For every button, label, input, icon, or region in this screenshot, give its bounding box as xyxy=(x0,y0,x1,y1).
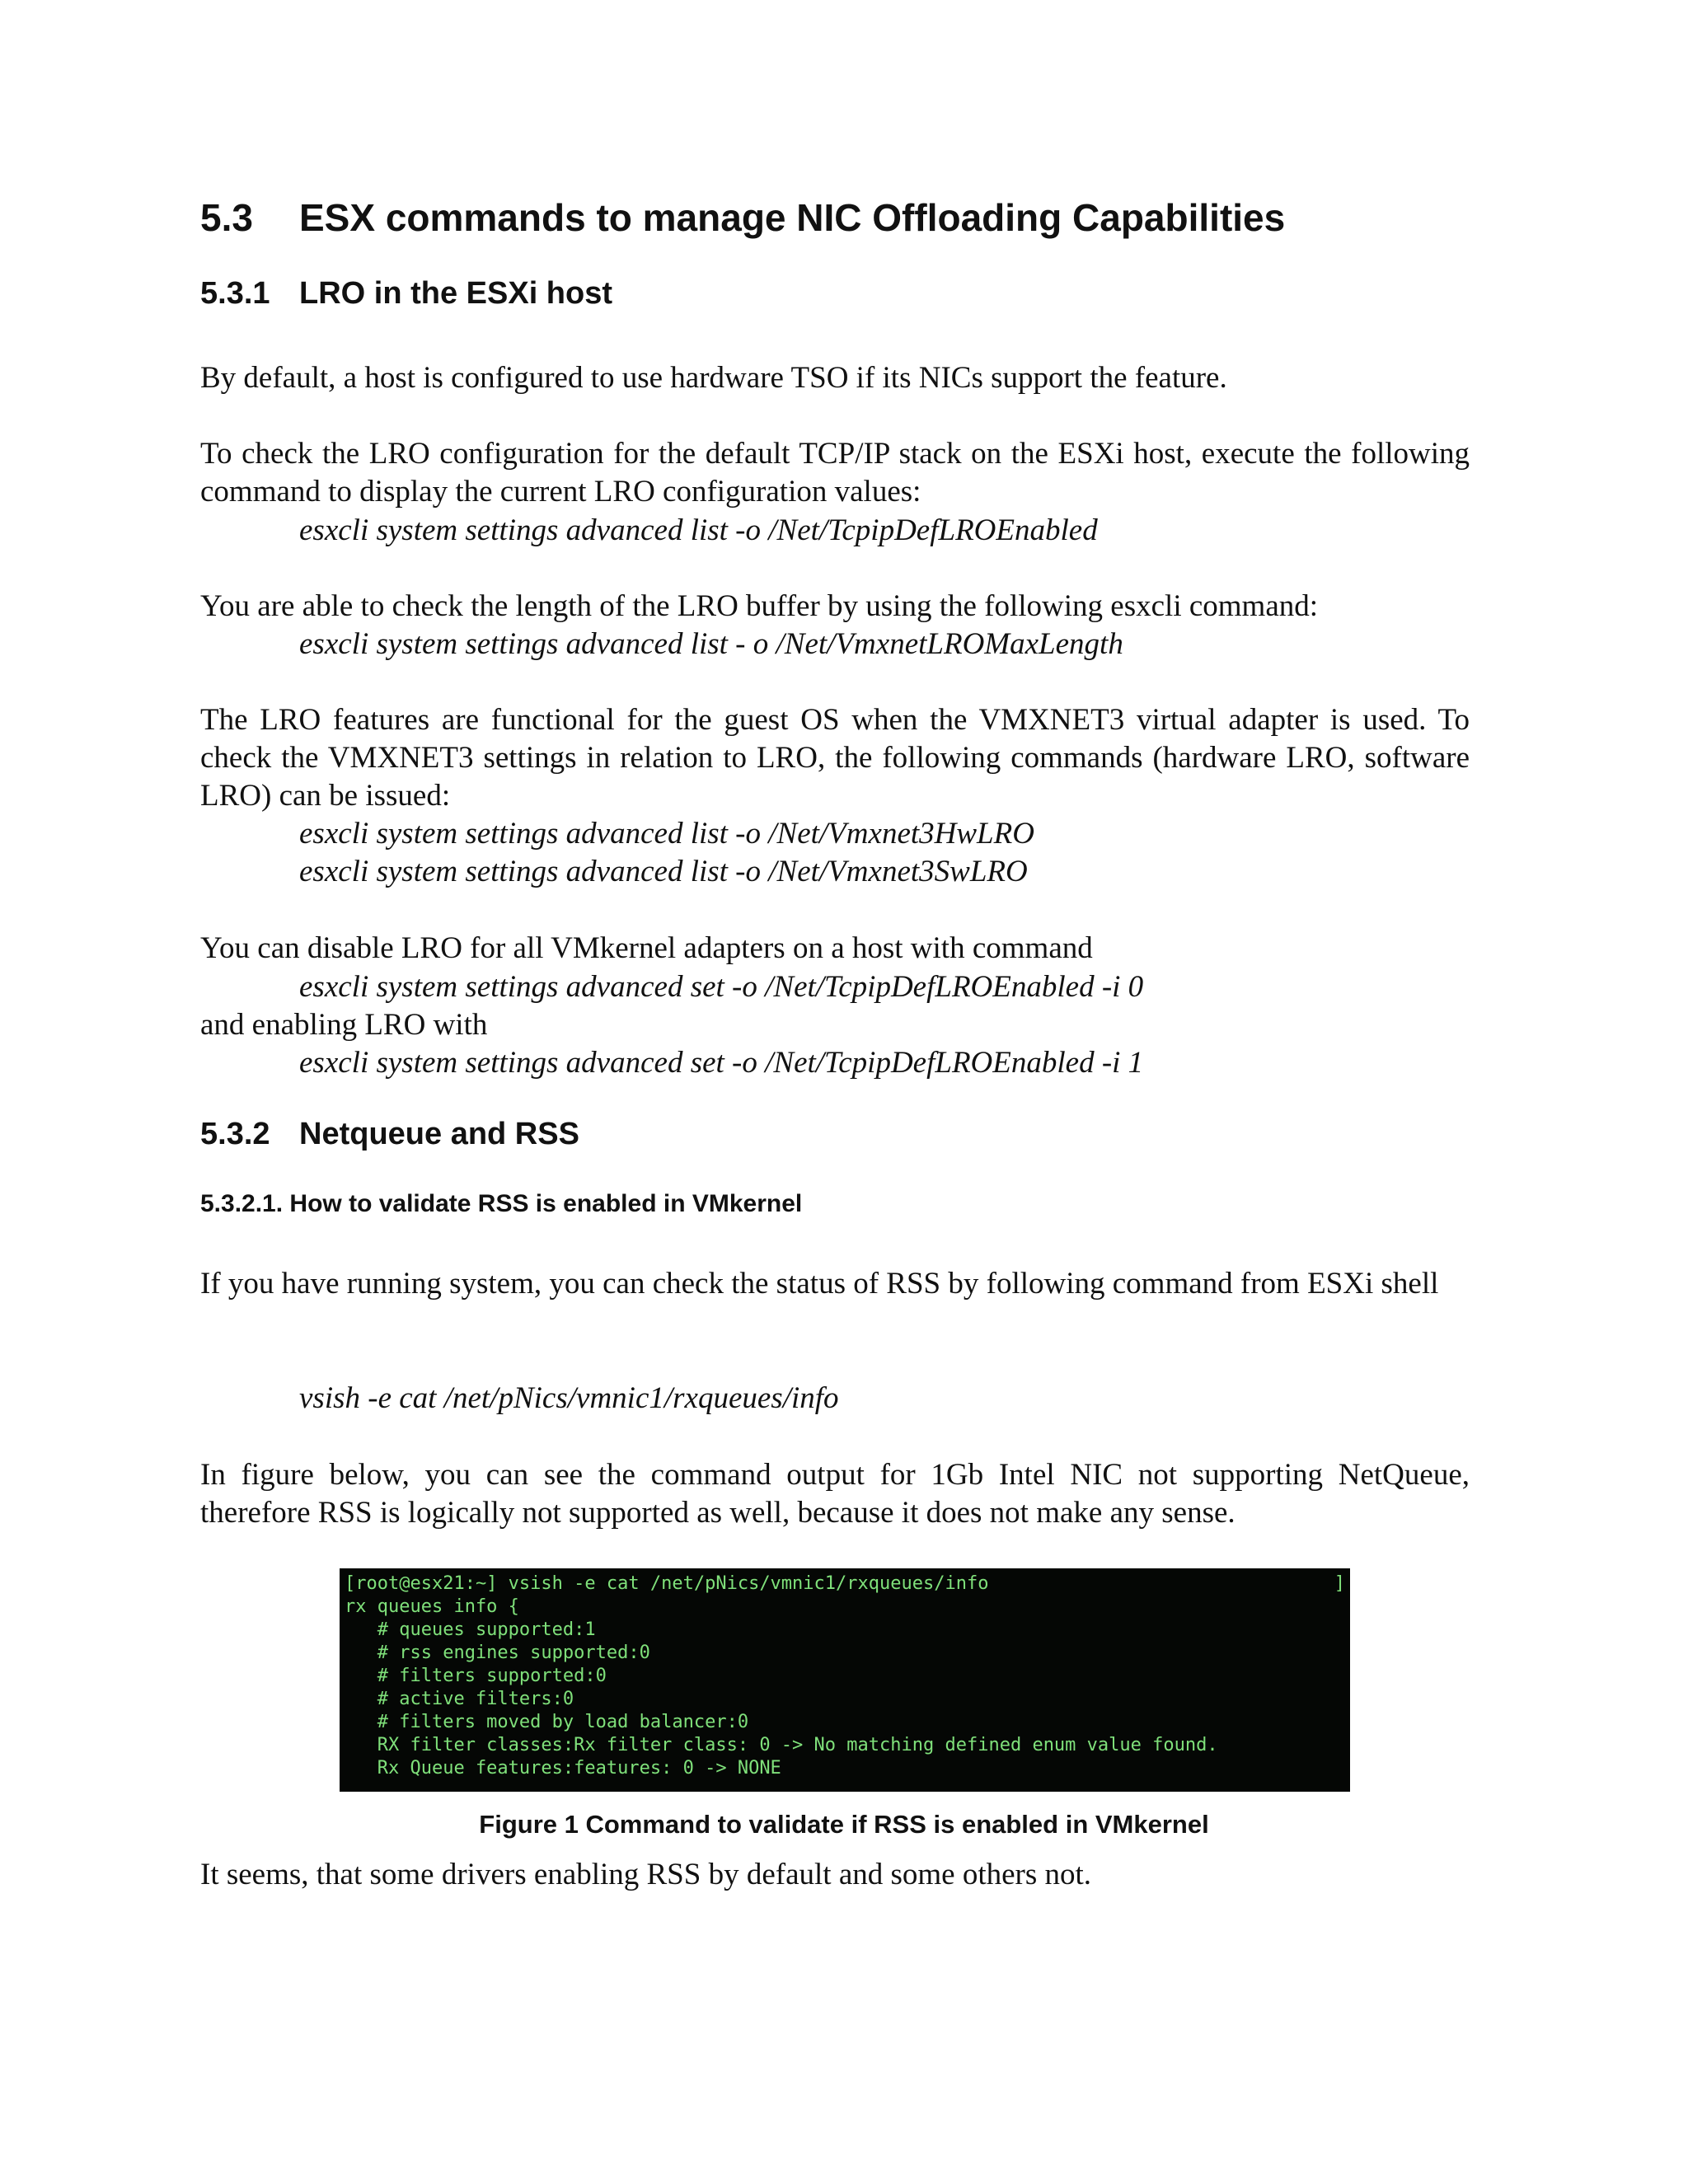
terminal-line: # rss engines supported:0 xyxy=(345,1643,650,1663)
paragraph-enable-lro: and enabling LRO with xyxy=(200,1008,488,1042)
subsection-title: Netqueue and RSS xyxy=(299,1117,579,1151)
command-vsish: vsish -e cat /net/pNics/vmnic1/rxqueues/info xyxy=(299,1381,839,1415)
command-list-sw-lro: esxcli system settings advanced list -o /Net/Vmxnet3SwLRO xyxy=(299,855,1028,888)
section-number: 5.3 xyxy=(200,196,253,239)
paragraph-disable-lro: You can disable LRO for all VMkernel adapters on a host with command xyxy=(200,931,1093,965)
terminal-bracket: ] xyxy=(1334,1573,1345,1594)
subsection-heading-netqueue xyxy=(200,1117,579,1152)
paragraph-rss-drivers: It seems, that some drivers enabling RSS by default and some others not. xyxy=(200,1858,1092,1891)
terminal-line: # filters supported:0 xyxy=(345,1666,607,1686)
terminal-line: # active filters:0 xyxy=(345,1689,574,1709)
command-list-lro-max-length: esxcli system settings advanced list - o /Net/VmxnetLROMaxLength xyxy=(299,627,1123,661)
terminal-line: Rx Queue features:features: 0 -> NONE xyxy=(345,1758,781,1779)
paragraph-tso-default: By default, a host is configured to use hardware TSO if its NICs support the feature. xyxy=(200,361,1227,395)
command-list-hw-lro: esxcli system settings advanced list -o /Net/Vmxnet3HwLRO xyxy=(299,817,1034,851)
terminal-screenshot xyxy=(340,1568,1350,1792)
terminal-line: # queues supported:1 xyxy=(345,1619,596,1640)
paragraph-lro-buffer: You are able to check the length of the LRO buffer by using the following esxcli command: xyxy=(200,589,1319,623)
subsection-title: LRO in the ESXi host xyxy=(299,276,613,311)
sub-subsection-heading-rss: 5.3.2.1. How to validate RSS is enabled in VMkernel xyxy=(200,1190,803,1217)
section-heading xyxy=(200,195,1285,240)
paragraph-figure-intro: In figure below, you can see the command output for 1Gb Intel NIC not supporting NetQueue, therefore RSS is logically not supported as well, because it does not make any sense. xyxy=(200,1458,1470,1530)
terminal-line: rx queues info { xyxy=(345,1596,519,1617)
terminal-line: [root@esx21:~] vsish -e cat /net/pNics/vmnic1/rxqueues/info xyxy=(345,1573,989,1594)
paragraph-vmxnet3: The LRO features are functional for the guest OS when the VMXNET3 virtual adapter is used. To check the VMXNET3 settings in relation to LRO, the following commands (hardware LRO, software LRO) can be issued: xyxy=(200,703,1470,813)
command-disable-lro: esxcli system settings advanced set -o /Net/TcpipDefLROEnabled -i 0 xyxy=(299,970,1144,1004)
subsection-heading-lro xyxy=(200,276,612,312)
subsection-number: 5.3.1 xyxy=(200,276,270,311)
terminal-line: RX filter classes:Rx filter class: 0 -> No matching defined enum value found. xyxy=(345,1735,1218,1755)
command-list-lro-enabled: esxcli system settings advanced list -o /Net/TcpipDefLROEnabled xyxy=(299,513,1098,547)
paragraph-check-lro: To check the LRO configuration for the default TCP/IP stack on the ESXi host, execute the following command to display the current LRO configuration values: xyxy=(200,437,1470,509)
subsection-number: 5.3.2 xyxy=(200,1117,270,1151)
terminal-line: # filters moved by load balancer:0 xyxy=(345,1712,749,1732)
section-title: ESX commands to manage NIC Offloading Capabilities xyxy=(299,196,1286,239)
command-enable-lro: esxcli system settings advanced set -o /Net/TcpipDefLROEnabled -i 1 xyxy=(299,1046,1144,1080)
paragraph-rss-status: If you have running system, you can check the status of RSS by following command from ESXi shell xyxy=(200,1267,1439,1301)
figure-caption: Figure 1 Command to validate if RSS is enabled in VMkernel xyxy=(479,1810,1209,1839)
